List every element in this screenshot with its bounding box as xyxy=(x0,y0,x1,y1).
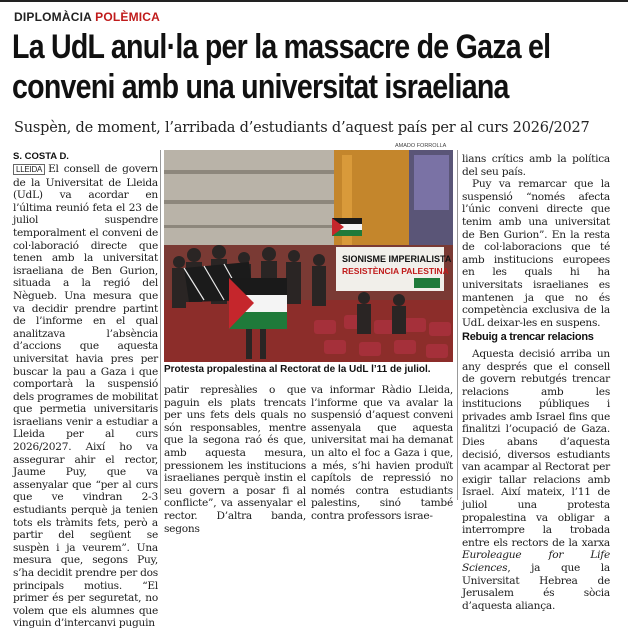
section-subname: POLÈMICA xyxy=(95,10,161,24)
column-divider xyxy=(160,150,161,500)
column-4-paragraph-3-end: , ja que la Universitat Hebrea de Jerusalem és sòcia d’aquesta aliança. xyxy=(462,562,610,612)
column-1-text: la Universitat de Lleida (UdL) va acordar en l’última reunió feta el 23 de juliol suspendre temporalment el conveni de col·laboració directe que tenen amb la universitat israeliana de Ben Gurion, situada a la regió del Nègueb. Una mesura que va decidir prendre partint de l’informe en el qual analitzava l’absència d’accions que aquesta universitat havia pres per buscar la pau a Gaza i que comportarà la suspensió dels programes de mobilitat que permetia universitaris israelians venir a estudiar a Lleida per al curs 2026/2027. Així ho va assegurar ahir el rector, Jaume Puy, que va assenyalar que “per al curs que ve vindran 2-3 estudiants perquè ja tenien tots els tràmits fets, però a partir del següent se suspèn i ja veurem”. Una mesura que, segons Puy, s’ha decidit prendre per dos principals motius. “El primer és per seguretat, no volem que els alumnes que vinguin d’intercanvi puguin xyxy=(13,176,158,630)
protest-photo-illustration xyxy=(164,150,453,362)
column-4-text-top: lians crítics amb la política del seu país. xyxy=(462,153,610,178)
column-4-paragraph-3-text: Aquesta decisió arriba un any després que el consell de govern rebutgés trencar relacions amb les institucions públiques i privades amb Israel fins que finalitzi l’ocupació de Gaza. Dies abans d’aquesta decisió, diversos estudiants van acampar al Rectorat per exigir tallar relacions amb Israel. Així mateix, l’11 de juliol una protesta propalestina va obligar a interrompre la trobada entre els rectors de la xarxa xyxy=(462,347,610,549)
top-rule xyxy=(0,0,628,6)
photo-credit: AMADO FORROLLA xyxy=(395,143,447,149)
column-1-lead: El consell de govern de xyxy=(13,163,158,189)
section-subheading: Rebuig a trencar relacions xyxy=(462,331,594,344)
headline-line-1: La UdL anul·la per la massacre de Gaza el xyxy=(12,28,551,66)
column-divider-right xyxy=(457,150,458,500)
banner-line-1: SIONISME IMPERIALISTA xyxy=(342,254,452,264)
column-4-paragraph-2: Puy va remarcar que la suspensió “només afecta l’únic conveni directe que tenim amb una universitat de Ben Gurion”. En la resta de col·laboracions que té amb institucions europees en les quals hi ha universitats israelianes es mantenen ja que no és competència exclusiva de la UdL deixar-les en suspens. xyxy=(462,178,610,329)
section-label xyxy=(14,10,160,24)
article-column-2 xyxy=(164,384,306,535)
article-column-1 xyxy=(13,163,158,630)
headline-line-2: conveni amb una universitat israeliana xyxy=(12,68,509,106)
article-column-3 xyxy=(311,384,453,523)
headline xyxy=(12,27,551,107)
byline xyxy=(13,151,69,162)
section-name: DIPLOMÀCIA xyxy=(14,10,92,24)
column-3-text: va informar Ràdio Lleida, l’informe que va avalar la suspensió d’aquest conveni assenyala que aquesta universitat mai ha demanat un alto el foc a Gaza i que, a més, s’hi havien produït capítols de repressió no només contra estudiants palestins, sinó també contra professors israe- xyxy=(311,384,453,522)
byline-location: LLEIDA xyxy=(13,164,45,175)
column-2-text: patir represàlies o que paguin els plats trencats per uns fets dels quals no són responsables, mentre que la segona raó és que, amb aquesta mesura, pressionem les institucions israelianes perquè instin el seu govern a posar fi al conflicte”, va assenyalar el rector. D’altra banda, segons xyxy=(164,384,306,535)
photo-caption: Protesta propalestina al Rectorat de la UdL l’11 de juliol. xyxy=(164,364,431,375)
subheadline: Suspèn, de moment, l’arribada d’estudiants d’aquest país per al curs 2026/2027 xyxy=(14,120,590,136)
protest-photo xyxy=(164,150,453,362)
byline-author: S. COSTA D. xyxy=(13,151,69,162)
article-column-4 xyxy=(462,153,610,612)
column-4-paragraph-3 xyxy=(462,348,610,612)
banner-line-2: RESISTÈNCIA PALESTINA xyxy=(342,266,449,276)
column-4-italic-name: Euroleague for Life Sciences xyxy=(462,549,610,574)
